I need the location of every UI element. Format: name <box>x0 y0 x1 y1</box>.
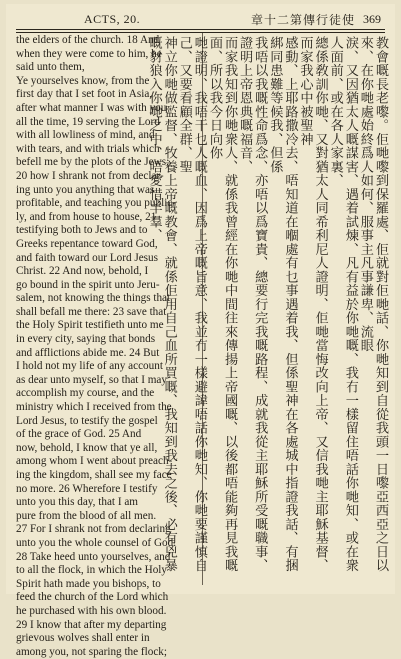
english-text-line: first day that I set foot in Asia, <box>16 88 153 101</box>
chinese-text-column-line: 我唔以我嘅性命爲念、亦唔以爲寶貴、總要行完我嘅路程、成就我從主耶穌所受嘅職事、證明上帝恩典嘅福音、 <box>237 36 268 573</box>
chinese-text-column-line: 淚、又因猶太人嘅謀害、遇着試煉、凡有益於你哋嘅、我冇一樣留住唔話你哋知、或在衆人面前、或在各人家裏、 <box>327 36 358 573</box>
english-text-line: now, behold, I know that ye all, <box>16 441 158 454</box>
chinese-text-column <box>146 36 388 584</box>
english-text-line: among you, not sparing the flock; <box>16 645 168 658</box>
chinese-text-column-line: 神立你哋做監督、牧養上帝嘅教會、就係佢用自己血所買嘅、我知到我去之後、必有兇暴嘅豺狼入你哋之中、唔愛惜羊羣、 <box>146 36 177 573</box>
english-text-line: all the time, 19 serving the Lord <box>16 115 160 128</box>
english-text-line: 28 Take heed unto yourselves, and <box>16 550 171 563</box>
page-number: 369 <box>363 12 381 26</box>
english-text-line: to all the flock, in which the Holy <box>16 564 167 577</box>
english-text-line: no more. 26 Wherefore I testify <box>16 482 158 495</box>
english-text-line: unto you this day, that I am <box>16 496 139 509</box>
english-text-line: after what manner I was with you <box>16 101 167 114</box>
english-text-line: pure from the blood of all men. <box>16 509 157 522</box>
english-text-line: when they were come to him, he <box>16 47 162 60</box>
chinese-text-column-line: 感動、上耶路撒冷去、唔知道在嗰處有乜事遇着我、但係聖神在各處城中指證我話、有捆綁同患難等候我、但係 <box>267 36 298 573</box>
english-text-line: 27 For I shrank not from declaring <box>16 523 171 536</box>
english-text-line: 29 I know that after my departing <box>16 618 167 631</box>
english-text-line: Greeks repentance toward God, <box>16 237 158 250</box>
english-text-line: accomplish my course, and the <box>16 387 155 400</box>
chinese-text-column-line: 教會嘅長老嚟。佢哋嚟到保羅處、佢就對佢哋話、你哋知到自從我頭一日嚟亞西亞之日以來、在你哋處始終爲人如何、服事主凡事謙卑、流眼 <box>357 36 388 573</box>
chinese-text-column-line: 而家我知到你哋衆人、就係我曾經在你哋中間往來傳揚上帝國嘅、以後都唔能夠再見我嘅面、所以我今日向你 <box>206 36 238 573</box>
chinese-running-title: 章十二第傳行徒使 <box>251 13 356 27</box>
english-text-line: Christ. 22 And now, behold, I <box>16 265 149 278</box>
english-text-line: befell me by the plots of the Jews; <box>16 156 170 169</box>
english-text-line: and afflictions abide me. 24 But <box>16 346 160 359</box>
english-text-line: said unto them, <box>16 61 85 74</box>
english-text-line: grievous wolves shall enter in <box>16 632 150 645</box>
english-text-line: ing unto you anything that was <box>16 183 155 196</box>
book-chapter-label: ACTS, 20. <box>84 12 141 26</box>
english-text-line: in every city, saying that bonds <box>16 333 156 346</box>
page-header <box>6 10 395 28</box>
english-text-line: go bound in the spirit unto Jeru- <box>16 278 160 291</box>
english-text-line: 20 how I shrank not from declar- <box>16 169 164 182</box>
english-text-line: with all lowliness of mind, and <box>16 129 155 142</box>
english-text-line: salem, not knowing the things that <box>16 292 171 305</box>
english-text-line: he purchased with his own blood. <box>16 604 167 617</box>
english-text-line: feed the church of the Lord which <box>16 591 169 604</box>
english-text-line: and faith toward our Lord Jesus <box>16 251 158 264</box>
english-text-line: profitable, and teaching you public- <box>16 197 176 210</box>
bible-page <box>6 4 395 658</box>
english-text-line: I hold not my life of any account <box>16 360 163 373</box>
english-text-line: of the grace of God. 25 And <box>16 428 142 441</box>
english-text-line: the elders of the church. 18 And <box>16 34 160 46</box>
english-text-line: ministry which I received from the <box>16 401 172 414</box>
english-text-line: unto you the whole counsel of God. <box>16 536 177 549</box>
chinese-text-column-line: 總係敎訓你哋、又對猶太人同希利尼人證明、佢哋當悔改向上帝、又信我哋主耶穌基督、而家我心中被聖神 <box>297 36 328 573</box>
english-text-line: Ye yourselves know, from the <box>16 74 150 87</box>
english-text-line: Lord Jesus, to testify the gospel <box>16 414 158 427</box>
chinese-text-column-line: 哋證明、我唔干乜人嘅血、因爲上帝嘅旨意、我並冇一樣避諱唔話你哋知、你哋要謹慎自己、又要看顧全群、聖 <box>176 36 207 573</box>
english-text-line: ing the kingdom, shall see my face <box>16 469 172 481</box>
english-text-line: the Holy Spirit testifieth unto me <box>16 319 164 332</box>
header-rule-top <box>16 29 385 30</box>
english-text-line: ly, and from house to house, 21 <box>16 210 157 223</box>
english-text-line: with tears, and with trials which <box>16 142 160 155</box>
english-text-line: shall befall me there: 23 save that <box>16 305 167 318</box>
english-text-line: as dear unto myself, so that I may <box>16 373 167 386</box>
header-rule-bottom <box>16 32 385 33</box>
english-text-line: Spirit hath made you bishops, to <box>16 577 161 590</box>
english-text-line: among whom I went about preach- <box>16 455 173 468</box>
english-text-line: testifying both to Jews and to <box>16 224 148 237</box>
